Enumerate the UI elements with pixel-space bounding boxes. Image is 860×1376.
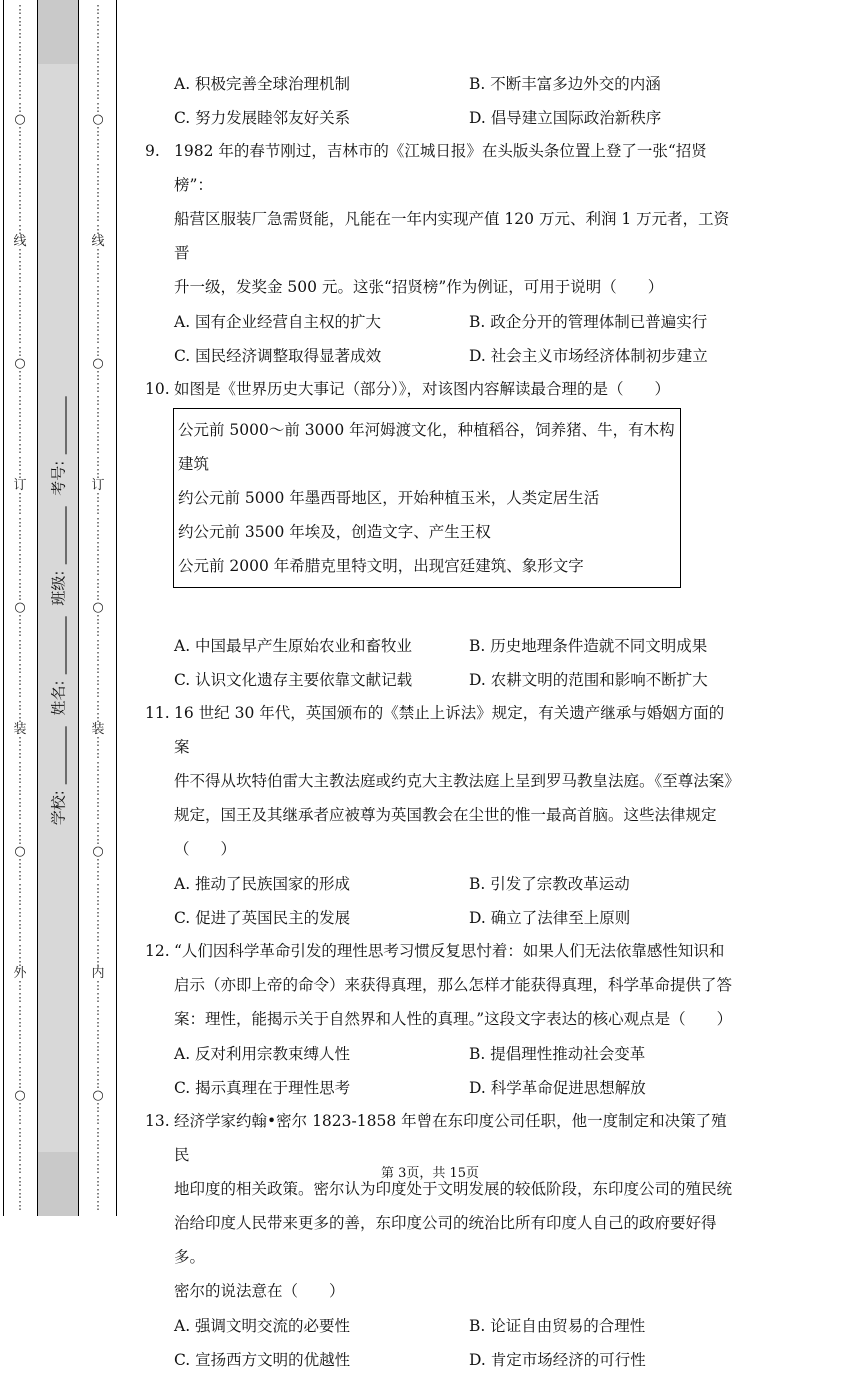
option-b[interactable]: D. 倡导建立国际政治新秩序 xyxy=(469,109,662,127)
option-b[interactable]: B. 引发了宗教改革运动 xyxy=(469,875,630,893)
question-line: 1982 年的春节刚过，吉林市的《江城日报》在头版头条位置上登了一张“招贤榜”： xyxy=(174,142,707,194)
option-b[interactable]: B. 提倡理性推动社会变革 xyxy=(469,1045,646,1063)
class-label: 班级: xyxy=(49,570,68,606)
timeline-entry: 约公元前 5000 年墨西哥地区，开始种植玉米，人类定居生活 xyxy=(178,489,600,507)
question-number: 11. xyxy=(145,704,170,722)
student-info-strip xyxy=(38,64,78,1152)
timeline-entry: 公元前 5000～前 3000 年河姆渡文化，种植稻谷，饲养猪、牛，有木构建筑 xyxy=(178,421,675,473)
question-line: 密尔的说法意在（ ） xyxy=(174,1282,345,1300)
option-row xyxy=(145,866,735,900)
option-a[interactable]: C. 揭示真理在于理性思考 xyxy=(174,1079,351,1097)
question-number: 9. xyxy=(145,142,160,160)
binding-margin xyxy=(0,0,118,1216)
option-b[interactable]: D. 社会主义市场经济体制初步建立 xyxy=(469,347,708,365)
timeline-entry: 公元前 2000 年希腊克里特文明，出现宫廷建筑、象形文字 xyxy=(178,557,584,575)
timeline-entry: 约公元前 3500 年埃及，创造文字、产生王权 xyxy=(178,523,491,541)
question-line: （ ） xyxy=(174,840,237,858)
timeline-box xyxy=(173,408,681,588)
seal-mark: ○ xyxy=(14,844,26,860)
seal-mark: ○ xyxy=(92,844,104,860)
gray-strip-top xyxy=(38,0,78,64)
question-line: 升一级，发奖金 500 元。这张“招贤榜”作为例证，可用于说明（ ） xyxy=(174,278,664,296)
seal-mark: 装 xyxy=(13,721,27,737)
question-stem xyxy=(145,934,735,1036)
option-row xyxy=(145,1308,735,1342)
outer-seal-line: ⋮ ⋮ ⋮ ⋮ ⋮ ⋮ ⋮ ⋮ ⋮ ○ ⋮ ⋮ ⋮ ⋮ ⋮ ⋮ ⋮ ⋮ ⋮ 线 ⋮ ⋮ ⋮ ⋮ ⋮ ⋮ ⋮ ⋮ ⋮ ○ ⋮ ⋮ ⋮ ⋮ ⋮ ⋮ ⋮ ⋮ ⋮ 订 ⋮ ⋮ ⋮ ⋮ ⋮ ⋮ ⋮ ⋮ ⋮ ○ ⋮ ⋮ ⋮ ⋮ ⋮ ⋮ ⋮ ⋮ ⋮ 装 ⋮ ⋮ ⋮ ⋮ ⋮ ⋮ ⋮ ⋮ ⋮ ○ ⋮ ⋮ ⋮ ⋮ ⋮ ⋮ ⋮ ⋮ ⋮ 外 ⋮ ⋮ ⋮ ⋮ ⋮ ⋮ ⋮ ⋮ ⋮ ○ ⋮ ⋮ ⋮ ⋮ ⋮ ⋮ ⋮ ⋮ ⋮ xyxy=(13,3,27,1212)
question xyxy=(145,134,735,372)
name-blank[interactable] xyxy=(66,616,67,674)
question-number: 13. xyxy=(145,1112,170,1130)
option-a[interactable]: C. 认识文化遗存主要依靠文献记载 xyxy=(174,671,413,689)
question-line: 件不得从坎特伯雷大主教法庭或约克大主教法庭上呈到罗马教皇法庭。《至尊法案》 xyxy=(174,772,740,790)
question-stem xyxy=(145,134,735,304)
page-footer: 第 3页，共 15页 xyxy=(380,1166,480,1181)
seal-mark: 线 xyxy=(13,233,27,249)
option-b[interactable]: D. 肯定市场经济的可行性 xyxy=(469,1351,646,1369)
option-a[interactable]: A. 国有企业经营自主权的扩大 xyxy=(174,313,382,331)
seal-mark: ○ xyxy=(92,355,104,371)
question-line: 16 世纪 30 年代，英国颁布的《禁止上诉法》规定，有关遗产继承与婚姻方面的案 xyxy=(174,704,725,756)
seal-mark: ○ xyxy=(14,1088,26,1104)
school-blank[interactable] xyxy=(66,726,67,784)
option-row xyxy=(145,900,735,934)
question-stem xyxy=(145,372,735,406)
option-row xyxy=(145,338,735,372)
option-b[interactable]: B. 政企分开的管理体制已普遍实行 xyxy=(469,313,708,331)
seal-mark: 线 xyxy=(91,233,105,249)
option-row xyxy=(145,628,735,662)
option-a[interactable]: C. 促进了英国民主的发展 xyxy=(174,909,351,927)
option-row xyxy=(145,1036,735,1070)
option-b[interactable]: B. 论证自由贸易的合理性 xyxy=(469,1317,646,1335)
option-a[interactable]: A. 强调文明交流的必要性 xyxy=(174,1317,351,1335)
binding-line xyxy=(116,0,117,1216)
question-line: 启示（亦即上帝的命令）来获得真理，那么怎样才能获得真理，科学革命提供了答 xyxy=(174,976,733,994)
question-line: 规定，国王及其继承者应被尊为英国教会在尘世的惟一最高首脑。这些法律规定 xyxy=(174,806,717,824)
question-line: 如图是《世界历史大事记（部分）》，对该图内容解读最合理的是（ ） xyxy=(174,380,671,398)
inner-seal-line: ⋮ ⋮ ⋮ ⋮ ⋮ ⋮ ⋮ ⋮ ⋮ ○ ⋮ ⋮ ⋮ ⋮ ⋮ ⋮ ⋮ ⋮ ⋮ 线 ⋮ ⋮ ⋮ ⋮ ⋮ ⋮ ⋮ ⋮ ⋮ ○ ⋮ ⋮ ⋮ ⋮ ⋮ ⋮ ⋮ ⋮ ⋮ 订 ⋮ ⋮ ⋮ ⋮ ⋮ ⋮ ⋮ ⋮ ⋮ ○ ⋮ ⋮ ⋮ ⋮ ⋮ ⋮ ⋮ ⋮ ⋮ 装 ⋮ ⋮ ⋮ ⋮ ⋮ ⋮ ⋮ ⋮ ⋮ ○ ⋮ ⋮ ⋮ ⋮ ⋮ ⋮ ⋮ ⋮ ⋮ 内 ⋮ ⋮ ⋮ ⋮ ⋮ ⋮ ⋮ ⋮ ⋮ ○ ⋮ ⋮ ⋮ ⋮ ⋮ ⋮ ⋮ ⋮ ⋮ xyxy=(91,3,105,1212)
question-text xyxy=(174,372,735,406)
seal-mark: ○ xyxy=(14,599,26,615)
question-line: 治给印度人民带来更多的善，东印度公司的统治比所有印度人自己的政府要好得多。 xyxy=(174,1214,717,1266)
question xyxy=(145,1104,735,1376)
seal-mark: ○ xyxy=(14,355,26,371)
question-text xyxy=(174,696,740,866)
option-row xyxy=(145,66,735,100)
binding-line xyxy=(3,0,4,1216)
binding-line xyxy=(78,0,79,1216)
question-line: “人们因科学革命引发的理性思考习惯反复思忖着：如果人们无法依靠感性知识和 xyxy=(174,942,725,960)
question-number: 12. xyxy=(145,942,170,960)
seal-mark: 内 xyxy=(91,966,105,982)
seal-mark: ○ xyxy=(92,599,104,615)
option-a[interactable]: C. 宣扬西方文明的优越性 xyxy=(174,1351,351,1369)
option-a[interactable]: A. 中国最早产生原始农业和畜牧业 xyxy=(174,637,413,655)
question-line: 地印度的相关政策。密尔认为印度处于文明发展的较低阶段，东印度公司的殖民统 xyxy=(174,1180,733,1198)
school-label: 学校: xyxy=(49,790,68,826)
seal-mark: 外 xyxy=(13,966,27,982)
seal-mark: 订 xyxy=(91,477,105,493)
option-row xyxy=(145,100,735,134)
option-a[interactable]: A. 推动了民族国家的形成 xyxy=(174,875,351,893)
question-number: 10. xyxy=(145,380,170,398)
option-b[interactable]: D. 确立了法律至上原则 xyxy=(469,909,631,927)
question-line: 船营区服装厂急需贤能，凡能在一年内实现产值 120 万元、利润 1 万元者，工资晋 xyxy=(174,210,730,262)
option-b[interactable]: B. 不断丰富多边外交的内涵 xyxy=(469,75,661,93)
class-blank[interactable] xyxy=(66,507,67,565)
option-b[interactable]: B. 历史地理条件造就不同文明成果 xyxy=(469,637,708,655)
seal-mark: 装 xyxy=(91,721,105,737)
option-b[interactable]: D. 农耕文明的范围和影响不断扩大 xyxy=(469,671,708,689)
option-a[interactable]: C. 努力发展睦邻友好关系 xyxy=(174,109,351,127)
option-row xyxy=(145,1070,735,1104)
question-text xyxy=(174,134,735,304)
question-stem xyxy=(145,1104,735,1308)
question-stem xyxy=(145,696,740,866)
id-blank[interactable] xyxy=(66,397,67,455)
option-b[interactable]: D. 科学革命促进思想解放 xyxy=(469,1079,646,1097)
option-a[interactable]: A. 反对利用宗教束缚人性 xyxy=(174,1045,351,1063)
question-text xyxy=(174,934,735,1036)
question xyxy=(145,696,740,934)
option-row xyxy=(145,662,735,696)
question xyxy=(145,372,735,696)
name-label: 姓名: xyxy=(49,680,68,716)
option-a[interactable]: A. 积极完善全球治理机制 xyxy=(174,75,351,93)
question-line: 经济学家约翰•密尔 1823-1858 年曾在东印度公司任职，他一度制定和决策了殖民 xyxy=(174,1112,727,1164)
question-text xyxy=(174,1104,735,1308)
seal-mark: 订 xyxy=(13,477,27,493)
seal-mark: ○ xyxy=(92,111,104,127)
option-row xyxy=(145,304,735,338)
id-label: 考号: xyxy=(49,460,68,496)
seal-mark: ○ xyxy=(92,1088,104,1104)
option-a[interactable]: C. 国民经济调整取得显著成效 xyxy=(174,347,382,365)
option-row xyxy=(145,1342,735,1376)
question-line: 案：理性，能揭示关于自然界和人性的真理。”这段文字表达的核心观点是（ ） xyxy=(174,1010,733,1028)
question xyxy=(145,934,735,1104)
seal-mark: ○ xyxy=(14,111,26,127)
